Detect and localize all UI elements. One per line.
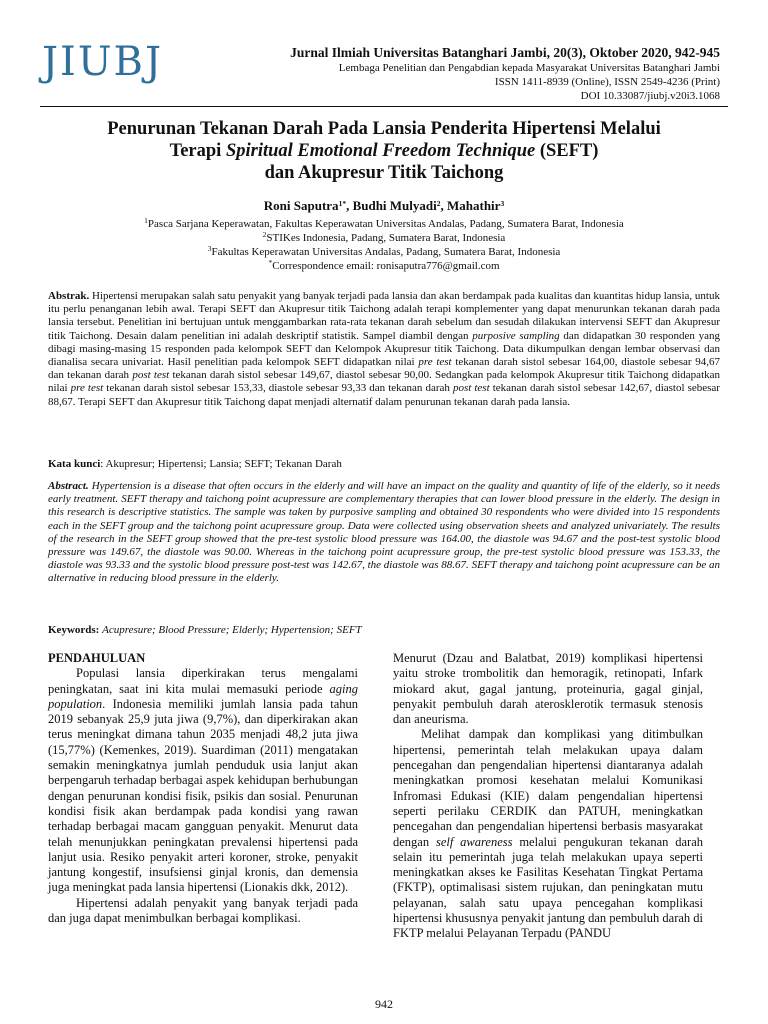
abstract-english	[48, 480, 720, 586]
author-2: Budhi Mulyadi	[352, 198, 437, 213]
title-line-1: Penurunan Tekanan Darah Pada Lansia Penderita Hipertensi Melalui	[107, 119, 661, 139]
abstrak-label: Abstrak.	[48, 290, 90, 302]
author-3-sup: 3	[500, 199, 505, 208]
title-line-2-pre: Terapi	[169, 141, 226, 161]
correspondence-sup: *	[268, 258, 273, 267]
author-separator: ,	[440, 198, 447, 213]
keywords-label: Keywords	[48, 624, 96, 636]
author-1-sup: 1*	[338, 199, 347, 208]
article-title	[40, 118, 728, 184]
keywords-colon: :	[95, 624, 103, 636]
body-column-left	[48, 651, 358, 926]
affiliation-list	[40, 217, 728, 273]
issn-line: ISSN 1411-8939 (Online), ISSN 2549-4236 (Print)	[494, 76, 720, 88]
abstrak-italic-2: pre test	[418, 356, 452, 369]
body-text: . Indonesia memiliki jumlah lansia pada tahun 2019 sebanyak 25,9 juta jiwa (9,7%), dan diperkirakan akan terus meningkat dimana tahun 2035 menjadi 48,2 juta jiwa (15,77%) (Kemenkes, 2019). Suardiman (2011) mengatakan semakin meningkatnya jumlah penduduk usia lanjut akan berpengaruh terhadap berbagai aspek kehidupan berhubungan dengan penurunan kondisi fisik, psikis dan sosial. Penurunan kondisi fisik akan berdampak pada kondisi yang rawan terhadap berbagai macam gangguan penyakit. Menurut data telah menunjukkan peningkatan prevalensi hipertensi pada lanjut usia. Resiko penyakit arteri koroner, stroke, penyakit jantung kongestif, insufsiensi ginjal kronis, dan demensia juga meningkat pada lansia hipertensi (Lionakis dkk, 2012).	[48, 696, 358, 895]
keywords-text: Acupresure; Blood Pressure; Elderly; Hypertension; SEFT	[102, 624, 362, 636]
body-paragraph	[48, 666, 358, 895]
section-heading: PENDAHULUAN	[48, 651, 146, 665]
kata-kunci	[48, 458, 720, 471]
abstrak-italic-3: post test	[132, 369, 170, 382]
affiliation-1-text: Pasca Sarjana Keperawatan, Fakultas Keperawatan Universitas Andalas, Padang, Sumatera Barat, Indonesia	[147, 218, 624, 230]
body-text: Melihat dampak dan komplikasi yang ditimbulkan hipertensi, pemerintah telah melakukan upaya dalam pencegahan dan pengendalian hipertensi diantaranya adalah meningkatkan promosi kesehatan melalui Komunikasi Infromasi Edukasi (KIE) dalam pengendalian hipertensi seperti perilaku CERDIK dan PATUH, meningkatkan pencegahan dan pengendalian hipertensi berbasis masyarakat dengan	[393, 727, 703, 849]
body-paragraph	[393, 727, 703, 941]
correspondence-text: Correspondence email: ronisaputra776@gmail.com	[272, 260, 500, 272]
kata-kunci-label: Kata kunci	[48, 458, 101, 470]
affiliation-2-text: STIKes Indonesia, Padang, Sumatera Barat, Indonesia	[266, 232, 506, 244]
affiliation-3-text: Fakultas Keperawatan Universitas Andalas, Padang, Sumatera Barat, Indonesia	[211, 246, 561, 258]
author-separator: ,	[346, 198, 353, 213]
title-line-2-italic: Spiritual Emotional Freedom Technique	[225, 141, 536, 161]
kata-kunci-text: : Akupresur; Hipertensi; Lansia; SEFT; Tekanan Darah	[100, 458, 342, 470]
author-list	[40, 198, 728, 214]
affiliation-3-sup: 3	[207, 244, 212, 253]
doi-line: DOI 10.33087/jiubj.v20i3.1068	[580, 90, 720, 102]
body-column-right	[393, 651, 703, 942]
body-paragraph: Menurut (Dzau and Balatbat, 2019) komplikasi hipertensi yaitu stroke trombolitik dan hemoragik, retinopati, Infark miokard akut, gagal jantung, proteinuria, gagal ginjal, penyakit pembuluh darah aterosklerotik termasuk stenosis dan aneurisma.	[393, 651, 703, 727]
page-number: 942	[375, 997, 393, 1011]
abstract-label: Abstract.	[48, 480, 89, 492]
journal-logo: JIUBJ	[42, 39, 163, 85]
journal-masthead	[290, 44, 720, 103]
abstrak-text-3: tekanan darah sistol sebesar 164,00, diastole sebesar 94,67 dan tekanan darah	[48, 356, 720, 382]
keywords	[48, 624, 720, 637]
abstrak-text-2: dan didapatkan 30 responden yang dibagi masing-masing 15 responden pada kelompok SEFT dan Kelompok Akupresur titik Taichong. Data dikumpulkan dengan lembar observasi dan dianalisa secara univariat. Hasil penelitian pada kelompok SEFT didapatkan nilai	[48, 329, 720, 369]
affiliation-2-sup: 2	[262, 230, 267, 239]
body-text: melalui pengukuran tekanan darah selain itu pemerintah juga telah melakukan upaya seperti meningkatkan akses ke Fasilitas Kesehatan Tingkat Pertama (FKTP), optimalisasi sistem rujukan, dan peningkatan mutu pelayanan, salah satu upaya pencegahan komplikasi hipertensi khususnya penyakit jantung dan pembuluh darah di FKTP melalui Pelayanan Terpadu (PANDU	[393, 834, 704, 941]
author-3: Mahathir	[447, 198, 501, 213]
affiliation-3	[40, 245, 728, 259]
abstrak-italic-4: pre test	[70, 382, 104, 395]
abstrak-text-6: tekanan darah sistol sebesar 142,67, diastol sebesar 88,67. Terapi SEFT dan Akupresur titik Taichong dapat menjadi alternatif dalam penurunan tekanan darah pada lansia.	[48, 382, 720, 408]
abstrak-text-5: tekanan darah sistol sebesar 153,33, diastole sebesar 93,33 dan tekanan darah	[103, 382, 453, 395]
body-italic: aging population	[48, 681, 358, 711]
correspondence-email	[40, 259, 728, 273]
author-2-sup: 2	[436, 199, 441, 208]
body-italic: self awareness	[435, 834, 513, 849]
abstrak-text-1: Hipertensi merupakan salah satu penyakit yang banyak terjadi pada lansia dan akan berdampak pada kualitas dan kuantitas hidup lansia, untuk itu perlu penanganan lebih awal. Terapi SEFT dan Akupresur titik Taichong adalah terapi komplementer yang dapat menurunkan tekanan darah pada lansia tersebut. Penelitian ini bertujuan untuk menggambarkan rata-rata tekanan darah sebelum dan sesudah dilakukan intervensi SEFT dan Akupresur titik Taichong. Desain dalam penelitian ini adalah deskriptif statistik. Sampel diambil dengan	[48, 290, 720, 342]
title-line-2-post: (SEFT)	[535, 141, 599, 161]
affiliation-1	[40, 217, 728, 231]
header-divider	[40, 106, 728, 107]
abstrak-text-4: tekanan darah sistol sebesar 149,67, diastol sebesar 90,00. Sedangkan pada kelompok Akupresur titik Taichong didapatkan nilai	[48, 369, 721, 395]
affiliation-2	[40, 231, 728, 245]
author-1: Roni Saputra	[263, 198, 339, 213]
abstrak-italic-5: post test	[452, 382, 490, 395]
title-line-3: dan Akupresur Titik Taichong	[264, 163, 504, 183]
title-line-2	[40, 140, 728, 162]
affiliation-1-sup: 1	[144, 216, 148, 225]
journal-citation: Jurnal Ilmiah Universitas Batanghari Jambi, 20(3), Oktober 2020, 942-945	[290, 45, 720, 60]
abstrak-indonesian	[48, 290, 720, 409]
body-paragraph: Hipertensi adalah penyakit yang banyak terjadi pada dan juga dapat menimbulkan berbagai komplikasi.	[48, 895, 358, 926]
body-text: Populasi lansia diperkirakan terus mengalami peningkatan, saat ini kita mulai memasuki periode	[48, 666, 358, 696]
abstract-text: Hypertension is a disease that often occurs in the elderly and will have an impact on the quality and quantity of life of the elderly, so it needs early treatment. SEFT therapy and taichong point acupressure are complementary therapies that can lower blood pressure in the elderly. The design in this research is descriptive statistics. The sample was taken by purposive sampling and obtained 30 respondents who were divided into 15 respondents each in the SEFT group and the taichong point acupressure group. Data were collected using observation sheets and analyzed univariately. The results of the research in the SEFT group showed that the pre-test systolic blood pressure was 164.00, the diastole was 94.67 and the post-test systolic blood pressure was 149.67, the diastole was 90.00. Whereas in the taichong point acupressure group, the pre-test systolic blood pressure was 153.33, the diastole was 93.33 and the systolic blood pressure post-test was 142.67, the diastole was 88.67. SEFT therapy and taichong point acupressure can be an alternative in reducing blood pressure in the elderly.	[48, 480, 720, 585]
abstrak-italic-1: purposive sampling	[472, 329, 560, 342]
publisher-line: Lembaga Penelitian dan Pengabdian kepada Masyarakat Universitas Batanghari Jambi	[338, 62, 720, 74]
